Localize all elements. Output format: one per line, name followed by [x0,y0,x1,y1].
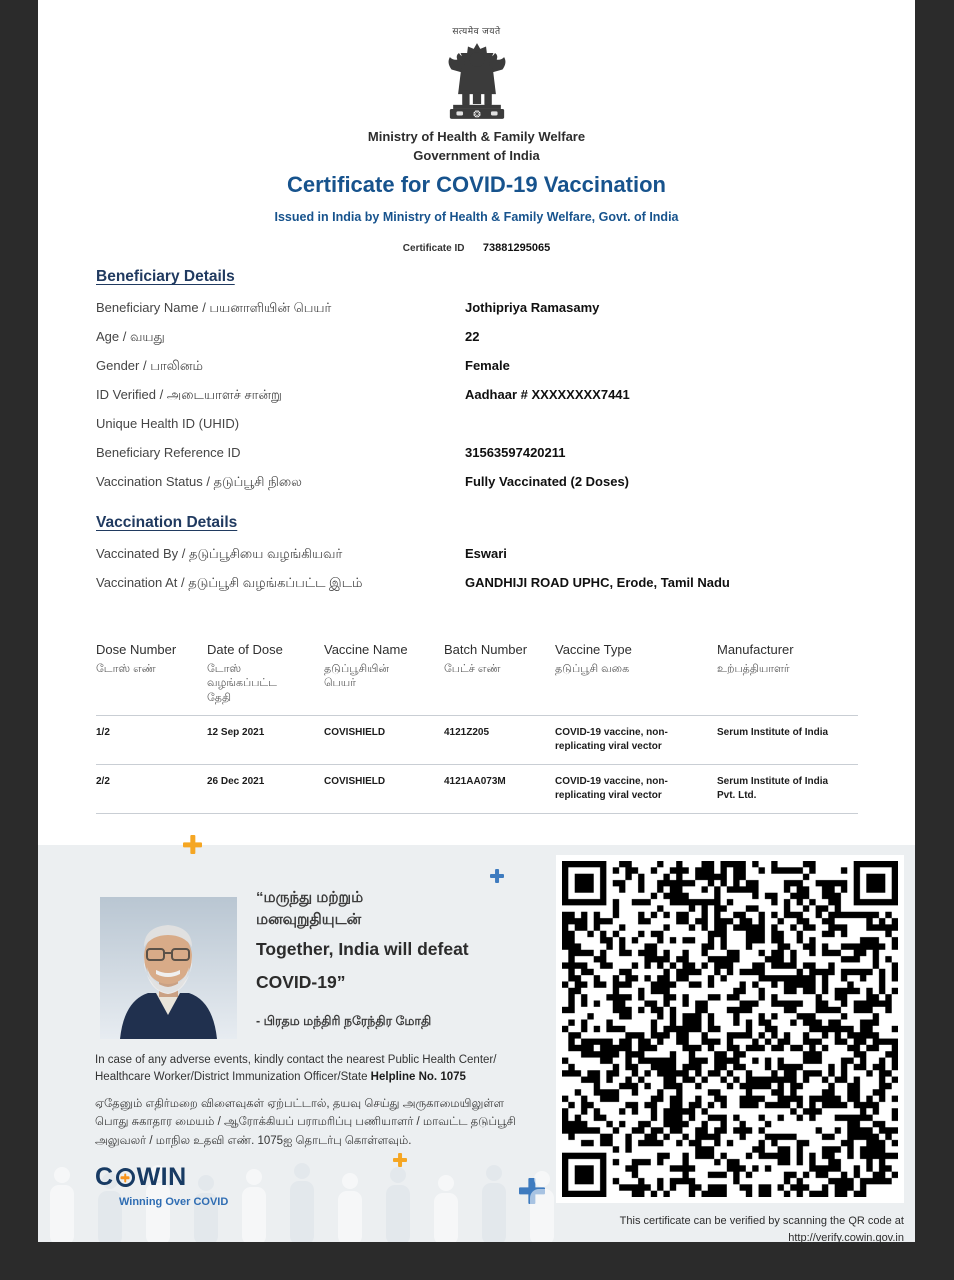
plus-icon [121,1173,130,1182]
emblem-motto: सत्यमेव जयते [452,26,501,36]
india-emblem-icon [440,39,514,123]
quote-english-line1: Together, India will defeat [256,938,469,959]
verify-text: This certificate can be verified by scanning the QR code at [619,1215,904,1227]
row-age [96,329,875,358]
dose-row-1 [96,716,858,764]
field-value: Jothipriya Ramasamy [465,300,600,315]
row-uhid [96,416,875,445]
field-label: ID Verified / அடையாளச் சான்று [96,387,282,402]
row-vaccinated-by [96,546,875,575]
field-label: Unique Health ID (UHID) [96,416,240,431]
field-label: Age / வயது [96,329,165,344]
row-vaccination-status [96,474,875,503]
helpline-number: Helpline No. 1075 [370,1071,466,1084]
col-header-vaccine-type: Vaccine Type தடுப்பூசி வகை [555,642,632,675]
beneficiary-details-section [96,268,875,503]
emblem-block [38,24,915,128]
quote-attribution: - பிரதம மந்திரி நரேந்திர மோதி [256,1014,432,1028]
adverse-events-note-tamil: ஏதேனும் எதிர்மறை விளைவுகள் ஏற்பட்டால், தயவு செய்து அருகாமையிலுள்ள பொது சுகாதார மையம் / ஆரோக்கியப் பராமரிப்பு பணியாளர் / மாவட்ட தடுப்பூசி அலுவலர் / மாநில உதவி எண். 1075ஐ தொடர்பு கொள்ளவும். [95,1098,516,1147]
field-label: Vaccination At / தடுப்பூசி வழங்கப்பட்ட இடம் [96,575,363,590]
verification-note [550,1213,904,1247]
col-header-vaccine-name: Vaccine Name தடுப்பூசியின் பெயர் [324,642,408,690]
verify-url: http://verify.cowin.gov.in [788,1232,904,1245]
col-header-manufacturer: Manufacturer உற்பத்தியாளர் [717,642,794,675]
cell-batch: 4121Z205 [444,726,490,738]
pm-modi-photo [100,897,237,1039]
field-label: Beneficiary Reference ID [96,445,241,460]
cell-vaccine: COVISHIELD [324,726,386,738]
cowin-plus-icon [116,1168,135,1187]
quote-english-line2: COVID-19” [256,972,346,993]
cowin-logo [95,1163,228,1208]
field-value: Female [465,358,510,373]
row-id-verified [96,387,875,416]
cell-date: 26 Dec 2021 [207,775,265,787]
ministry-line2: Government of India [413,147,540,163]
row-gender [96,358,875,387]
col-header-batch-number: Batch Number பேட்ச் எண் [444,642,528,675]
col-header-date-of-dose: Date of Dose டோஸ் வழங்கப்பட்ட தேதி [207,642,283,704]
footer-banner [38,845,915,1245]
field-label: Beneficiary Name / பயனாளியின் பெயர் [96,300,332,315]
vaccination-details-section [96,514,875,604]
field-value: 31563597420211 [465,445,566,460]
pm-quote [256,887,556,1030]
row-reference-id [96,445,875,474]
field-value: 22 [465,329,480,344]
dose-row-2 [96,765,858,813]
certificate-id-label: Certificate ID [402,243,465,254]
table-divider [96,813,858,814]
cell-vaccine: COVISHIELD [324,775,386,787]
certificate-page [38,0,915,1245]
field-value: Fully Vaccinated (2 Doses) [465,474,630,489]
cell-type: COVID-19 vaccine, non-replicating viral vector [555,726,668,752]
field-label: Vaccination Status / தடுப்பூசி நிலை [96,474,302,489]
cowin-letters-win: WIN [136,1163,187,1191]
qr-code-canvas [562,861,898,1197]
cell-manufacturer: Serum Institute of India [717,726,829,738]
dose-table-header [96,642,858,715]
ministry-line1: Ministry of Health & Family Welfare [367,129,586,144]
field-label: Vaccinated By / தடுப்பூசியை வழங்கியவர் [96,546,343,561]
field-label: Gender / பாலினம் [96,358,203,373]
adverse-events-note [95,1052,547,1087]
quote-tamil-line2: மனவுறுதியுடன் [256,910,362,928]
row-vaccination-at [96,575,875,604]
qr-code [556,855,904,1203]
cell-batch: 4121AA073M [444,775,506,787]
certificate-id-row [38,238,915,256]
cell-manufacturer: Serum Institute of India Pvt. Ltd. [717,775,829,801]
cell-type: COVID-19 vaccine, non-replicating viral vector [555,775,668,801]
cell-dose: 2/2 [96,775,110,787]
field-value: GANDHIJI ROAD UPHC, Erode, Tamil Nadu [465,575,730,590]
cowin-wordmark [95,1163,228,1192]
dose-table [96,642,858,814]
cowin-tagline: Winning Over COVID [119,1196,229,1208]
beneficiary-details-heading: Beneficiary Details [96,268,235,285]
quote-tamil-line1: “மருந்து மற்றும் [256,889,364,906]
adverse-events-text: In case of any adverse events, kindly contact the nearest Public Health Center/ Healthcare Worker/District Immunization Officer/State [95,1054,497,1084]
cell-dose: 1/2 [96,726,110,738]
field-value: Aadhaar # XXXXXXXX7441 [465,387,630,402]
col-header-dose-number: Dose Number டோஸ் எண் [96,642,177,675]
certificate-subtitle: Issued in India by Ministry of Health & Family Welfare, Govt. of India [274,210,679,224]
field-value: Eswari [465,546,507,561]
ministry-name [38,128,915,166]
decorative-plus-icon [490,869,504,883]
cell-date: 12 Sep 2021 [207,726,265,738]
row-beneficiary-name [96,300,875,329]
vaccination-details-heading: Vaccination Details [96,514,238,531]
certificate-id-value: 73881295065 [482,242,551,254]
cowin-letter-c: C [95,1163,114,1191]
decorative-plus-icon [183,835,202,854]
certificate-title: Certificate for COVID-19 Vaccination [287,172,666,197]
